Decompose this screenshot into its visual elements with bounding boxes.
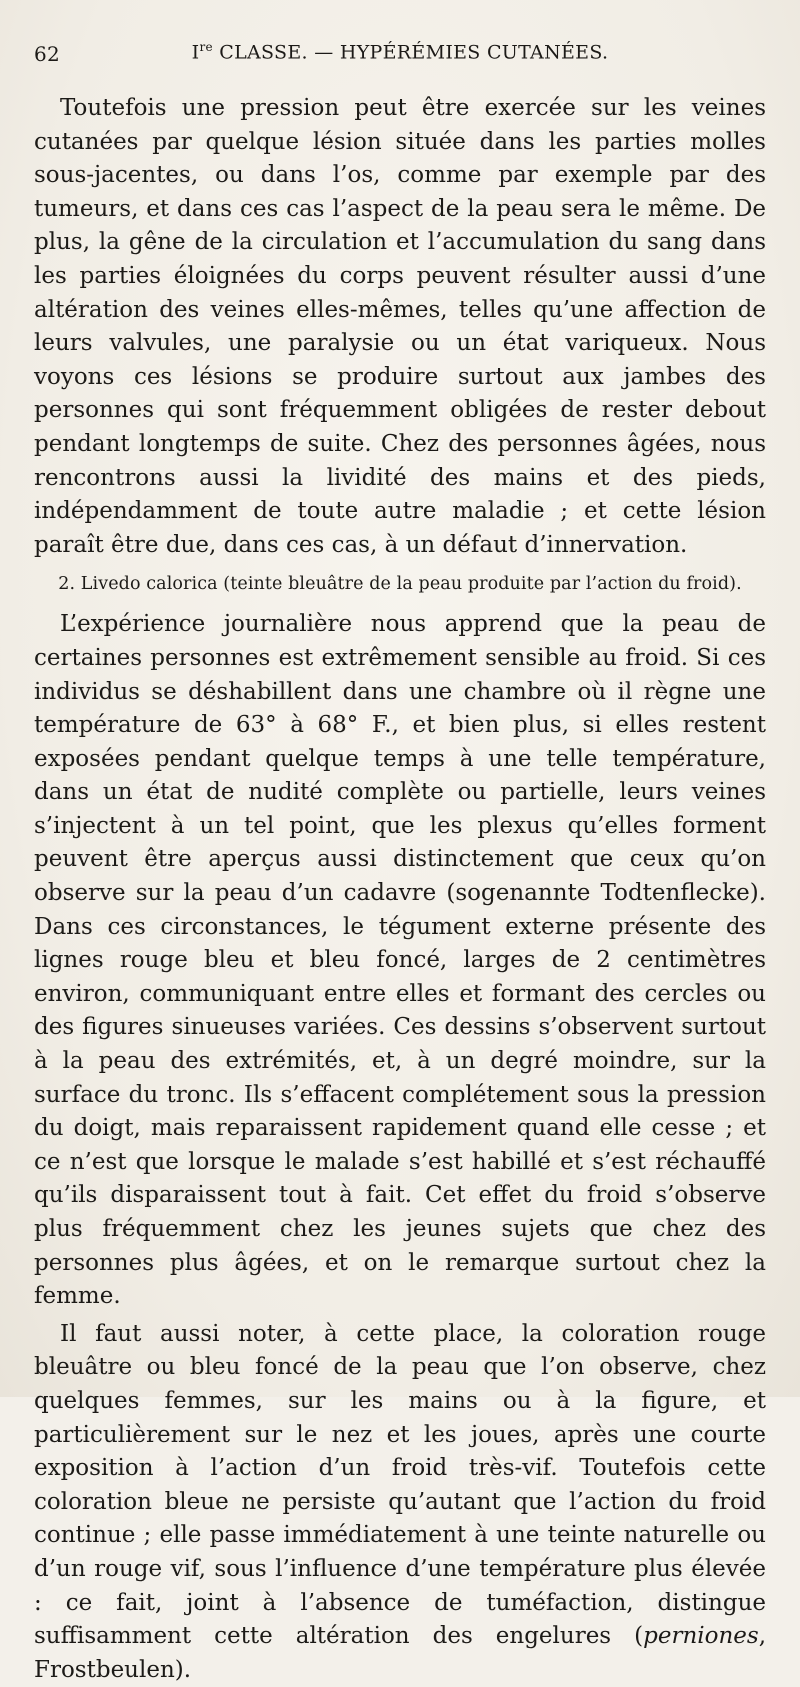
class-prefix: I bbox=[191, 41, 200, 64]
paragraph-experience-froid: L’expérience journalière nous apprend que la peau de certaines personnes est extrêmement sensible au froid. Si ces individus se déshabillent dans une chambre où il règne une température de 63° à 68° F., et bien plus, si elles restent exposées pendant quelque temps à une telle température, dans un état de nudité complète ou partielle, leurs veines s’injectent à un tel point, que les plexus qu’elles forment peuvent être aperçus aussi distinctement que ceux qu’on observe sur la peau d’un cadavre (sogenannte Todtenflecke). Dans ces circonstances, le tégument externe présente des lignes rouge bleu et bleu foncé, larges de 2 centimètres environ, communiquant entre elles et formant des cercles ou des figures sinueuses variées. Ces dessins s’observent surtout à la peau des extrémités, et, à un degré moindre, sur la surface du tronc. Ils s’effacent complétement sous la pression du doigt, mais reparaissent rapidement quand elle cesse ; et ce n’est que lorsque le malade s’est habillé et s’est réchauffé qu’ils disparaissent tout à fait. Cet effet du froid s’observe plus fréquemment chez les jeunes sujets que chez des personnes plus âgées, et on le remarque surtout chez la femme. bbox=[34, 611, 766, 1310]
italic-term: perniones bbox=[643, 1623, 759, 1650]
section-heading-livedo-calorica: 2. Livedo calorica (teinte bleuâtre de la peau produite par l’action du froid). bbox=[58, 574, 742, 595]
paragraph-text: Il faut aussi noter, à cette place, la coloration rouge bleuâtre ou bleu foncé de la peau que l’on observe, chez quelques femmes, sur les mains ou à la figure, et particulièrement sur le nez et les joues, après une courte exposition à l’action d’un froid très-vif. Toutefois cette coloration bleue ne persiste qu’autant que l’action du froid continue ; elle passe immédiatement à une teinte naturelle ou d’un rouge vif, sous l’influence d’une température plus élevée : ce fait, joint à l’absence de tuméfaction, distingue suffisamment cette altération des engelures ( bbox=[34, 1320, 766, 1650]
body-text bbox=[34, 92, 766, 1687]
running-header bbox=[34, 28, 766, 66]
page-number: 62 bbox=[34, 42, 61, 66]
title-rest: CLASSE. — HYPÉRÉMIES CUTANÉES. bbox=[212, 41, 609, 64]
paragraph-ending: , Frostbeulen). bbox=[34, 1623, 766, 1683]
class-superscript: re bbox=[199, 40, 213, 54]
paragraph-coloration-engelures bbox=[34, 1318, 766, 1687]
running-title bbox=[34, 40, 766, 63]
paragraph-pression-veines: Toutefois une pression peut être exercée sur les veines cutanées par quelque lésion située dans les parties molles sous-jacentes, ou dans l’os, comme par exemple par des tumeurs, et dans ces cas l’aspect de la peau sera le même. De plus, la gêne de la circulation et l’accumulation du sang dans les parties éloignées du corps peuvent résulter aussi d’une altération des veines elles-mêmes, telles qu’une affection de leurs valvules, une paralysie ou un état variqueux. Nous voyons ces lésions se produire surtout aux jambes des personnes qui sont fréquemment obligées de rester debout pendant longtemps de suite. Chez des personnes âgées, nous rencontrons aussi la lividité des mains et des pieds, indépendamment de toute autre maladie ; et cette lésion paraît être due, dans ces cas, à un défaut d’innervation. bbox=[34, 95, 766, 558]
